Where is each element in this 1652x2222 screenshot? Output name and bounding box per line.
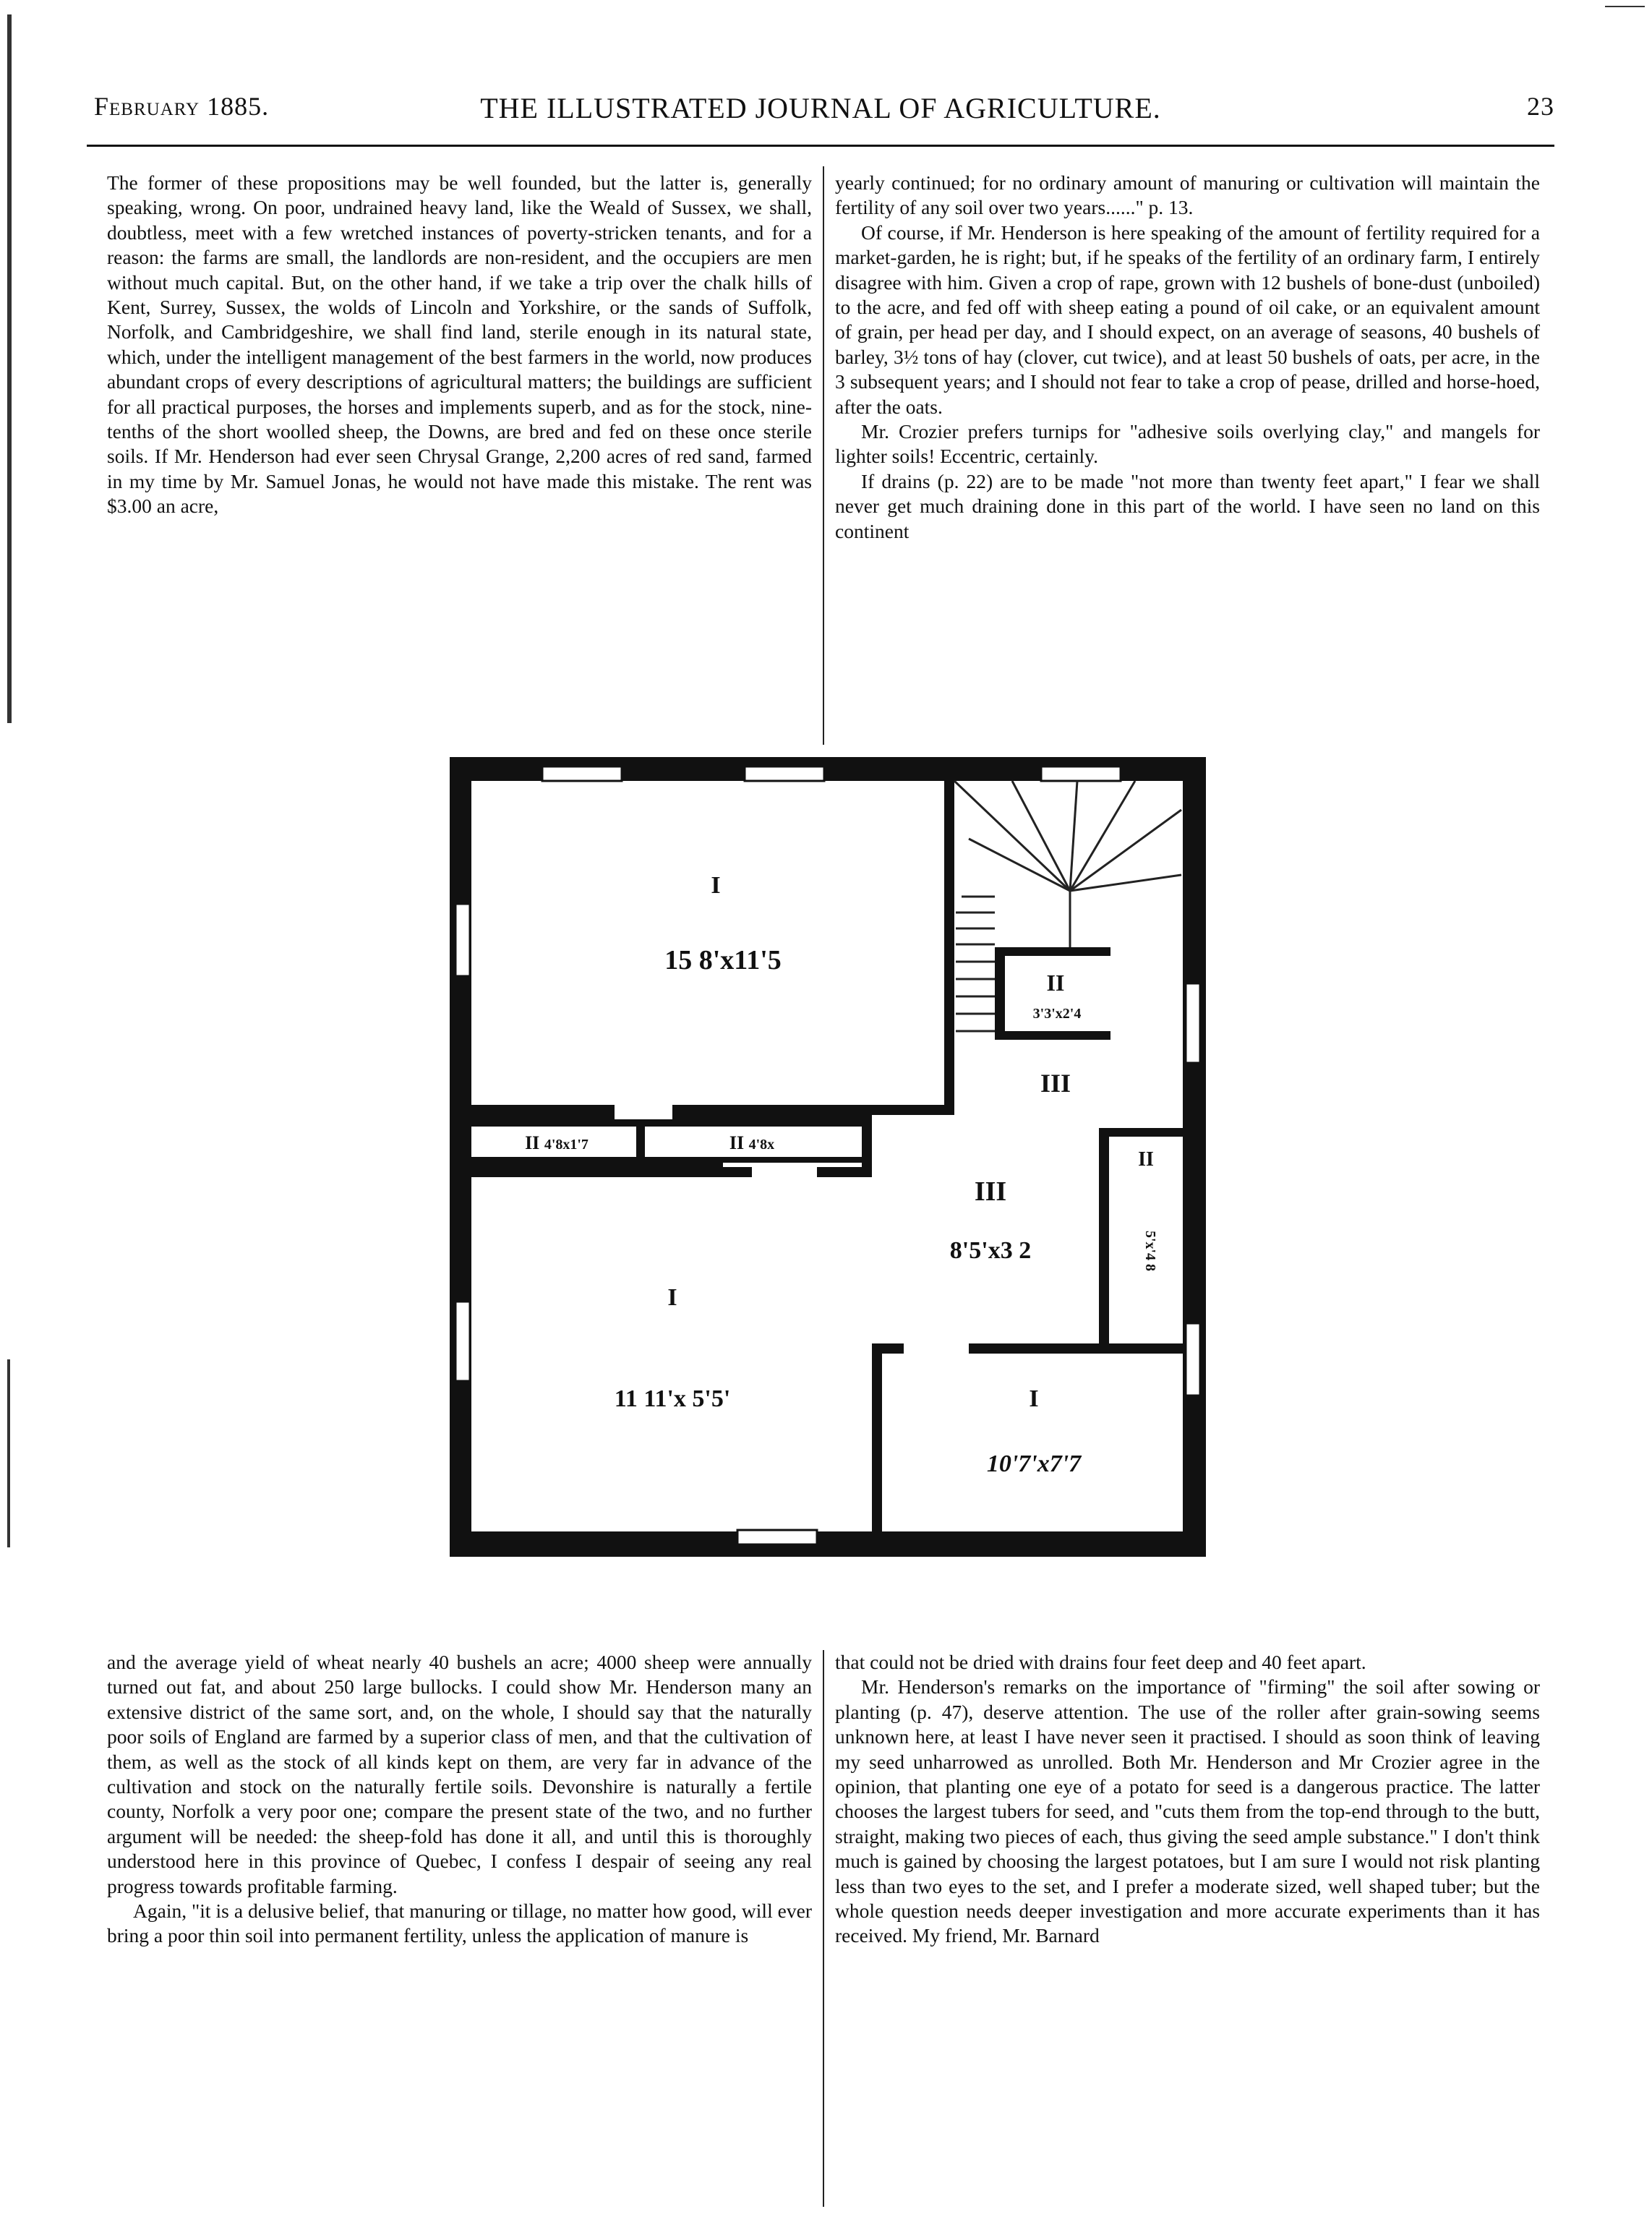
- header-rule: [87, 145, 1554, 147]
- room-label-num: I: [667, 1284, 677, 1311]
- header-date: February 1885.: [94, 92, 270, 121]
- paragraph: Again, "it is a delusive belief, that manuring or tillage, no matter how good, will ever bring a poor thin soil into permanent fertility, unless the application of manure is: [107, 1900, 812, 1947]
- paragraph: Of course, if Mr. Henderson is here speaking of the amount of fertility required for a market-garden, he is right; but, if he speaks of the fertility of an ordinary farm, I entirely disagree with him. Given a crop of rape, grown with 12 bushels of bone-dust (unboiled) to the acre, and fed off with sheep eating a pound of oil cake, or an equivalent amount of grain, per head per day, and I should expect, on an average of seasons, 40 bushels of barley, 3½ tons of hay (clover, cut twice), and at least 50 bushels of oats, per acre, in the 3 subsequent years; and I should not fear to take a crop of pease, drilled and horse-hoed, after the oats.: [835, 221, 1540, 418]
- hall-label: III: [974, 1176, 1007, 1207]
- column-divider: [823, 166, 824, 745]
- column-top-right: [835, 171, 1540, 544]
- margin-binding-mark-lower: [7, 1359, 10, 1547]
- closet-label: II 4'8x1'7: [525, 1132, 589, 1153]
- room-label-size: 15 8'x11'5: [664, 945, 782, 975]
- room-label-num: I: [711, 872, 721, 899]
- floor-plan-figure: [434, 752, 1222, 1562]
- hall-size: 8'5'x3 2: [949, 1237, 1032, 1264]
- hall-label: III: [1040, 1069, 1071, 1098]
- column-divider: [823, 1650, 824, 2207]
- paragraph: and the average yield of wheat nearly 40 bushels an acre; 4000 sheep were annually turned out fat, and about 250 large bullocks. I could show Mr. Henderson many an extensive district of the same sort, and, on the whole, I should say that the naturally poor soils of England are farmed by a superior class of men, and that the cultivation of them, as well as the stock of all kinds kept on them, are very far in advance of the cultivation and stock on the naturally fertile soils. Devonshire is naturally a fertile county, Norfolk a very poor one; compare the present state of the two, and no further argument will be needed: the sheep-fold has done it all, and until this is thoroughly understood here in this province of Quebec, I confess I despair of seeing any real progress towards profitable farming.: [107, 1651, 812, 1897]
- closet-num: II: [1046, 970, 1065, 996]
- column-bottom-left: [107, 1650, 812, 1949]
- closet-size: 5'x'4 8: [1142, 1230, 1158, 1272]
- paragraph: yearly continued; for no ordinary amount of manuring or cultivation will maintain the fertility of any soil over two years......" p. 13.: [835, 171, 1540, 219]
- paragraph: that could not be dried with drains four feet deep and 40 feet apart.: [835, 1651, 1366, 1673]
- paragraph: Mr. Henderson's remarks on the importance of "firming" the soil after sowing or planting (p. 47), deserve attention. The use of the roller after grain-sowing seems unknown here, at least I have never seen it practised. I should as soon think of leaving my seed unharrowed as unrolled. Both Mr. Henderson and Mr Crozier agree in the opinion, that planting one eye of a potato for seed is a dangerous practice. The latter chooses the largest tubers for seed, and "cuts them from the top-end through to the butt, straight, making two pieces of each, thus giving the seed ample substance." I don't think much is gained by choosing the largest potatoes, but I am sure I would not risk planting less than two eyes to the set, and I prefer a moderate sized, well shaped tuber; but the whole question needs deeper investigation and more accurate experiments than it has received. My friend, Mr. Barnard: [835, 1675, 1540, 1947]
- paragraph: Mr. Crozier prefers turnips for "adhesive soils overlying clay," and mangels for lighter soils! Eccentric, certainly.: [835, 420, 1540, 468]
- journal-title: THE ILLUSTRATED JOURNAL OF AGRICULTURE.: [480, 92, 1161, 124]
- column-top-left: [107, 171, 812, 519]
- paragraph: If drains (p. 22) are to be made "not more than twenty feet apart," I fear we shall never get much draining done in this part of the world. I have seen no land on this continent: [835, 469, 1540, 542]
- closet-size: 3'3'x2'4: [1032, 1006, 1082, 1022]
- room-label-num: I: [1029, 1385, 1039, 1412]
- closet-num: II: [1138, 1148, 1154, 1171]
- corner-mark: [1605, 6, 1645, 7]
- running-header: [87, 91, 1554, 134]
- room-label-size: 10'7'x7'7: [986, 1450, 1082, 1477]
- margin-binding-mark: [7, 14, 12, 723]
- paragraph: The former of these propositions may be well founded, but the latter is, generally speaking, wrong. On poor, undrained heavy land, like the Weald of Sussex, we shall, doubtless, meet with a few wretched instances of poverty-stricken tenants, and for a reason: the farms are small, the landlords are non-resident, and the occupiers are men without much capital. But, on the other hand, if we take a trip over the chalk hills of Kent, Surrey, Sussex, the wolds of Lincoln and Yorkshire, or the sands of Suffolk, Norfolk, and Cambridgeshire, we shall find land, sterile enough in its natural state, which, under the intelligent management of the best farmers in the world, now produces abundant crops of every descriptions of agricultural matters; the buildings are sufficient for all practical purposes, the horses and implements superb, and as for the stock, nine-tenths of the short woolled sheep, the Downs, are bred and fed on these once sterile soils. If Mr. Henderson had ever seen Chrysal Grange, 2,200 acres of red sand, farmed in my time by Mr. Samuel Jonas, he would not have made this mistake. The rent was $3.00 an acre,: [107, 171, 812, 518]
- room-label-size: 11 11'x 5'5': [614, 1385, 731, 1412]
- column-bottom-right: [835, 1650, 1540, 1949]
- page-number: 23: [1527, 92, 1554, 121]
- closet-label: II 4'8x: [729, 1132, 775, 1153]
